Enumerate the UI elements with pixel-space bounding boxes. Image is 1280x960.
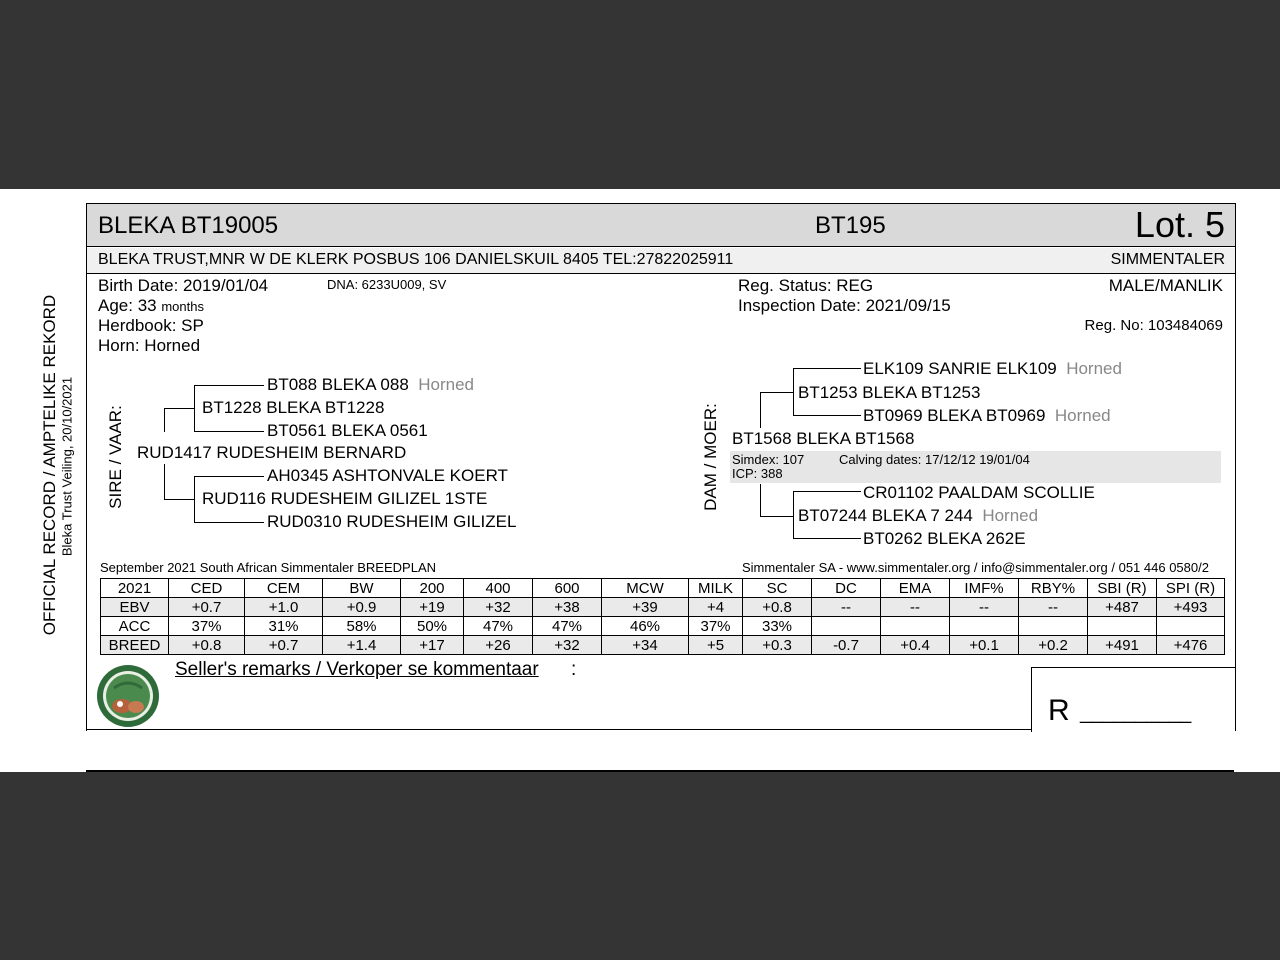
sellers-remarks [175, 659, 539, 681]
ebv-cell: +0.2 [1019, 636, 1088, 655]
ebv-cell: MCW [602, 579, 689, 598]
dam-name: BT1568 BLEKA BT1568 [732, 429, 915, 448]
ebv-cell: +19 [401, 598, 464, 617]
sire-dam: RUD116 RUDESHEIM GILIZEL 1STE [202, 489, 488, 508]
pedigree-line [194, 522, 264, 523]
ebv-cell: 33% [743, 617, 812, 636]
owner-bar [87, 248, 1235, 274]
simmentaler-logo [96, 664, 160, 728]
pedigree-line [760, 516, 794, 517]
ebv-cell: +39 [602, 598, 689, 617]
ebv-cell: CED [169, 579, 245, 598]
pedigree-line [194, 431, 264, 432]
animal-card [86, 203, 1236, 731]
ebv-cell: SBI (R) [1088, 579, 1157, 598]
ebv-cell: -- [881, 598, 950, 617]
ebv-row-label: ACC [101, 617, 169, 636]
ebv-cell: DC [812, 579, 881, 598]
ebv-cell: +0.3 [743, 636, 812, 655]
age-value: Age: 33 [98, 296, 157, 315]
ebv-cell [1157, 617, 1225, 636]
horned-tag: Horned [982, 506, 1039, 525]
dam-sire-sire-name: ELK109 SANRIE ELK109 [863, 359, 1057, 378]
ebv-row [101, 636, 1225, 655]
ebv-cell: +5 [689, 636, 743, 655]
horn-status: Horn: Horned [98, 336, 201, 355]
ebv-cell [1088, 617, 1157, 636]
ebv-table [100, 578, 1225, 655]
ebv-cell: +0.9 [323, 598, 401, 617]
pedigree-line [793, 538, 861, 539]
ebv-cell: IMF% [950, 579, 1019, 598]
pedigree-line [793, 415, 861, 416]
sire-dam-dam: RUD0310 RUDESHEIM GILIZEL [267, 512, 517, 531]
ebv-cell: +493 [1157, 598, 1225, 617]
breedplan-caption: September 2021 South African Simmentaler BREEDPLAN [100, 560, 437, 575]
lot-number: Lot. 5 [1134, 204, 1225, 245]
ebv-cell [881, 617, 950, 636]
ebv-cell: +0.8 [169, 636, 245, 655]
ebv-cell: 400 [464, 579, 533, 598]
dam-dam-name: BT07244 BLEKA 7 244 [798, 506, 973, 525]
ebv-cell: +34 [602, 636, 689, 655]
ebv-cell: +32 [533, 636, 602, 655]
reg-number: Reg. No: 103484069 [1084, 317, 1223, 334]
ebv-cell: CEM [245, 579, 323, 598]
ebv-cell: 31% [245, 617, 323, 636]
reg-status: Reg. Status: REG [738, 276, 874, 295]
sire-label: SIRE / VAAR: [106, 405, 125, 509]
sire-sire: BT1228 BLEKA BT1228 [202, 398, 385, 417]
ebv-cell: +0.4 [881, 636, 950, 655]
dna-info: DNA: 6233U009, SV [327, 277, 447, 292]
dam-dam-dam: BT0262 BLEKA 262E [863, 529, 1026, 548]
owner-line: BLEKA TRUST,MNR W DE KLERK POSBUS 106 DANIELSKUIL 8405 TEL:27822025911 [98, 251, 734, 268]
horned-tag: Horned [1066, 359, 1122, 378]
ebv-cell: 47% [533, 617, 602, 636]
age-unit: months [161, 299, 204, 314]
dam-icp: ICP: 388 [732, 466, 783, 481]
price-prefix: R [1048, 694, 1070, 727]
pedigree-line [164, 464, 165, 499]
ebv-cell [950, 617, 1019, 636]
ebv-cell: +26 [464, 636, 533, 655]
bottom-rule [86, 770, 1234, 772]
pedigree-line [194, 476, 264, 477]
breed-name: SIMMENTALER [1110, 251, 1225, 268]
dam-sire: BT1253 BLEKA BT1253 [798, 383, 981, 402]
horned-tag: Horned [418, 375, 474, 394]
herdbook: Herdbook: SP [98, 316, 204, 335]
sire-name: RUD1417 RUDESHEIM BERNARD [137, 443, 407, 462]
ebv-cell: +0.7 [169, 598, 245, 617]
ebv-cell: -- [1019, 598, 1088, 617]
ebv-row [101, 579, 1225, 598]
inspection-date: Inspection Date: 2021/09/15 [738, 296, 951, 315]
remarks-colon: : [571, 659, 577, 680]
ebv-cell [1019, 617, 1088, 636]
price-box [1031, 667, 1235, 732]
dam-sire-sire [863, 359, 1122, 379]
ebv-cell: +4 [689, 598, 743, 617]
ebv-row [101, 598, 1225, 617]
price-line: __________ [1080, 702, 1192, 724]
ebv-cell: 46% [602, 617, 689, 636]
ebv-cell: EMA [881, 579, 950, 598]
card-header [87, 204, 1235, 247]
pedigree-line [793, 491, 794, 538]
pedigree-line [164, 408, 195, 409]
ebv-cell: +1.4 [323, 636, 401, 655]
dam-label: DAM / MOER: [701, 403, 720, 511]
dam-calving-dates: Calving dates: 17/12/12 19/01/04 [839, 452, 1030, 467]
dam-dam [798, 506, 1038, 526]
ebv-cell: 50% [401, 617, 464, 636]
pedigree-line [793, 368, 861, 369]
ebv-cell: +476 [1157, 636, 1225, 655]
ebv-cell: +487 [1088, 598, 1157, 617]
ebv-cell: +17 [401, 636, 464, 655]
ebv-cell: -- [812, 598, 881, 617]
ebv-cell: 37% [689, 617, 743, 636]
sire-sire-sire [267, 375, 474, 395]
official-record-label: OFFICIAL RECORD / AMPTELIKE REKORD [40, 294, 59, 636]
ebv-cell: 600 [533, 579, 602, 598]
dam-sire-dam [863, 406, 1111, 426]
dam-sire-dam-name: BT0969 BLEKA BT0969 [863, 406, 1046, 425]
contact-caption: Simmentaler SA - www.simmentaler.org / info@simmentaler.org / 051 446 0580/2 [742, 560, 1209, 575]
ebv-row-label: EBV [101, 598, 169, 617]
tattoo-number: BT195 [815, 212, 886, 239]
animal-name: BLEKA BT19005 [98, 212, 279, 239]
ebv-cell: +1.0 [245, 598, 323, 617]
ebv-cell: 58% [323, 617, 401, 636]
sire-sire-sire-name: BT088 BLEKA 088 [267, 375, 409, 394]
dam-dam-sire: CR01102 PAALDAM SCOLLIE [863, 483, 1095, 502]
sex: MALE/MANLIK [1108, 276, 1223, 295]
ebv-cell: SPI (R) [1157, 579, 1225, 598]
pedigree-line [793, 491, 861, 492]
record-sheet [0, 189, 1280, 772]
ebv-cell: 37% [169, 617, 245, 636]
pedigree-line [194, 385, 264, 386]
sire-sire-dam: BT0561 BLEKA 0561 [267, 421, 428, 440]
ebv-cell: +0.8 [743, 598, 812, 617]
ebv-cell: BW [323, 579, 401, 598]
ebv-cell: SC [743, 579, 812, 598]
ebv-cell: 200 [401, 579, 464, 598]
pedigree-line [760, 392, 794, 393]
ebv-cell: +38 [533, 598, 602, 617]
age [98, 296, 204, 316]
birth-date: Birth Date: 2019/01/04 [98, 276, 269, 295]
pedigree-line [760, 392, 761, 428]
ebv-cell [812, 617, 881, 636]
pedigree-line [164, 499, 195, 500]
ebv-cell: +0.1 [950, 636, 1019, 655]
sire-dam-sire: AH0345 ASHTONVALE KOERT [267, 466, 508, 485]
dam-stats [730, 451, 1221, 483]
pedigree-line [760, 484, 761, 516]
auction-label: Bleka Trust Veiling, 20/10/2021 [59, 376, 75, 557]
dam-simdex: Simdex: 107 [732, 452, 805, 467]
pedigree-line [164, 408, 165, 432]
ebv-row-label: 2021 [101, 579, 169, 598]
ebv-cell: -- [950, 598, 1019, 617]
ebv-cell: MILK [689, 579, 743, 598]
ebv-row-label: BREED [101, 636, 169, 655]
horned-tag: Horned [1054, 406, 1111, 425]
ebv-cell: +0.7 [245, 636, 323, 655]
ebv-cell: -0.7 [812, 636, 881, 655]
pedigree-line [194, 476, 195, 522]
ebv-cell: RBY% [1019, 579, 1088, 598]
ebv-cell: +491 [1088, 636, 1157, 655]
ebv-cell: 47% [464, 617, 533, 636]
bottom-rule [86, 729, 1032, 730]
remarks-text: Seller's remarks / Verkoper se kommentaar [175, 659, 539, 680]
ebv-row [101, 617, 1225, 636]
ebv-cell: +32 [464, 598, 533, 617]
